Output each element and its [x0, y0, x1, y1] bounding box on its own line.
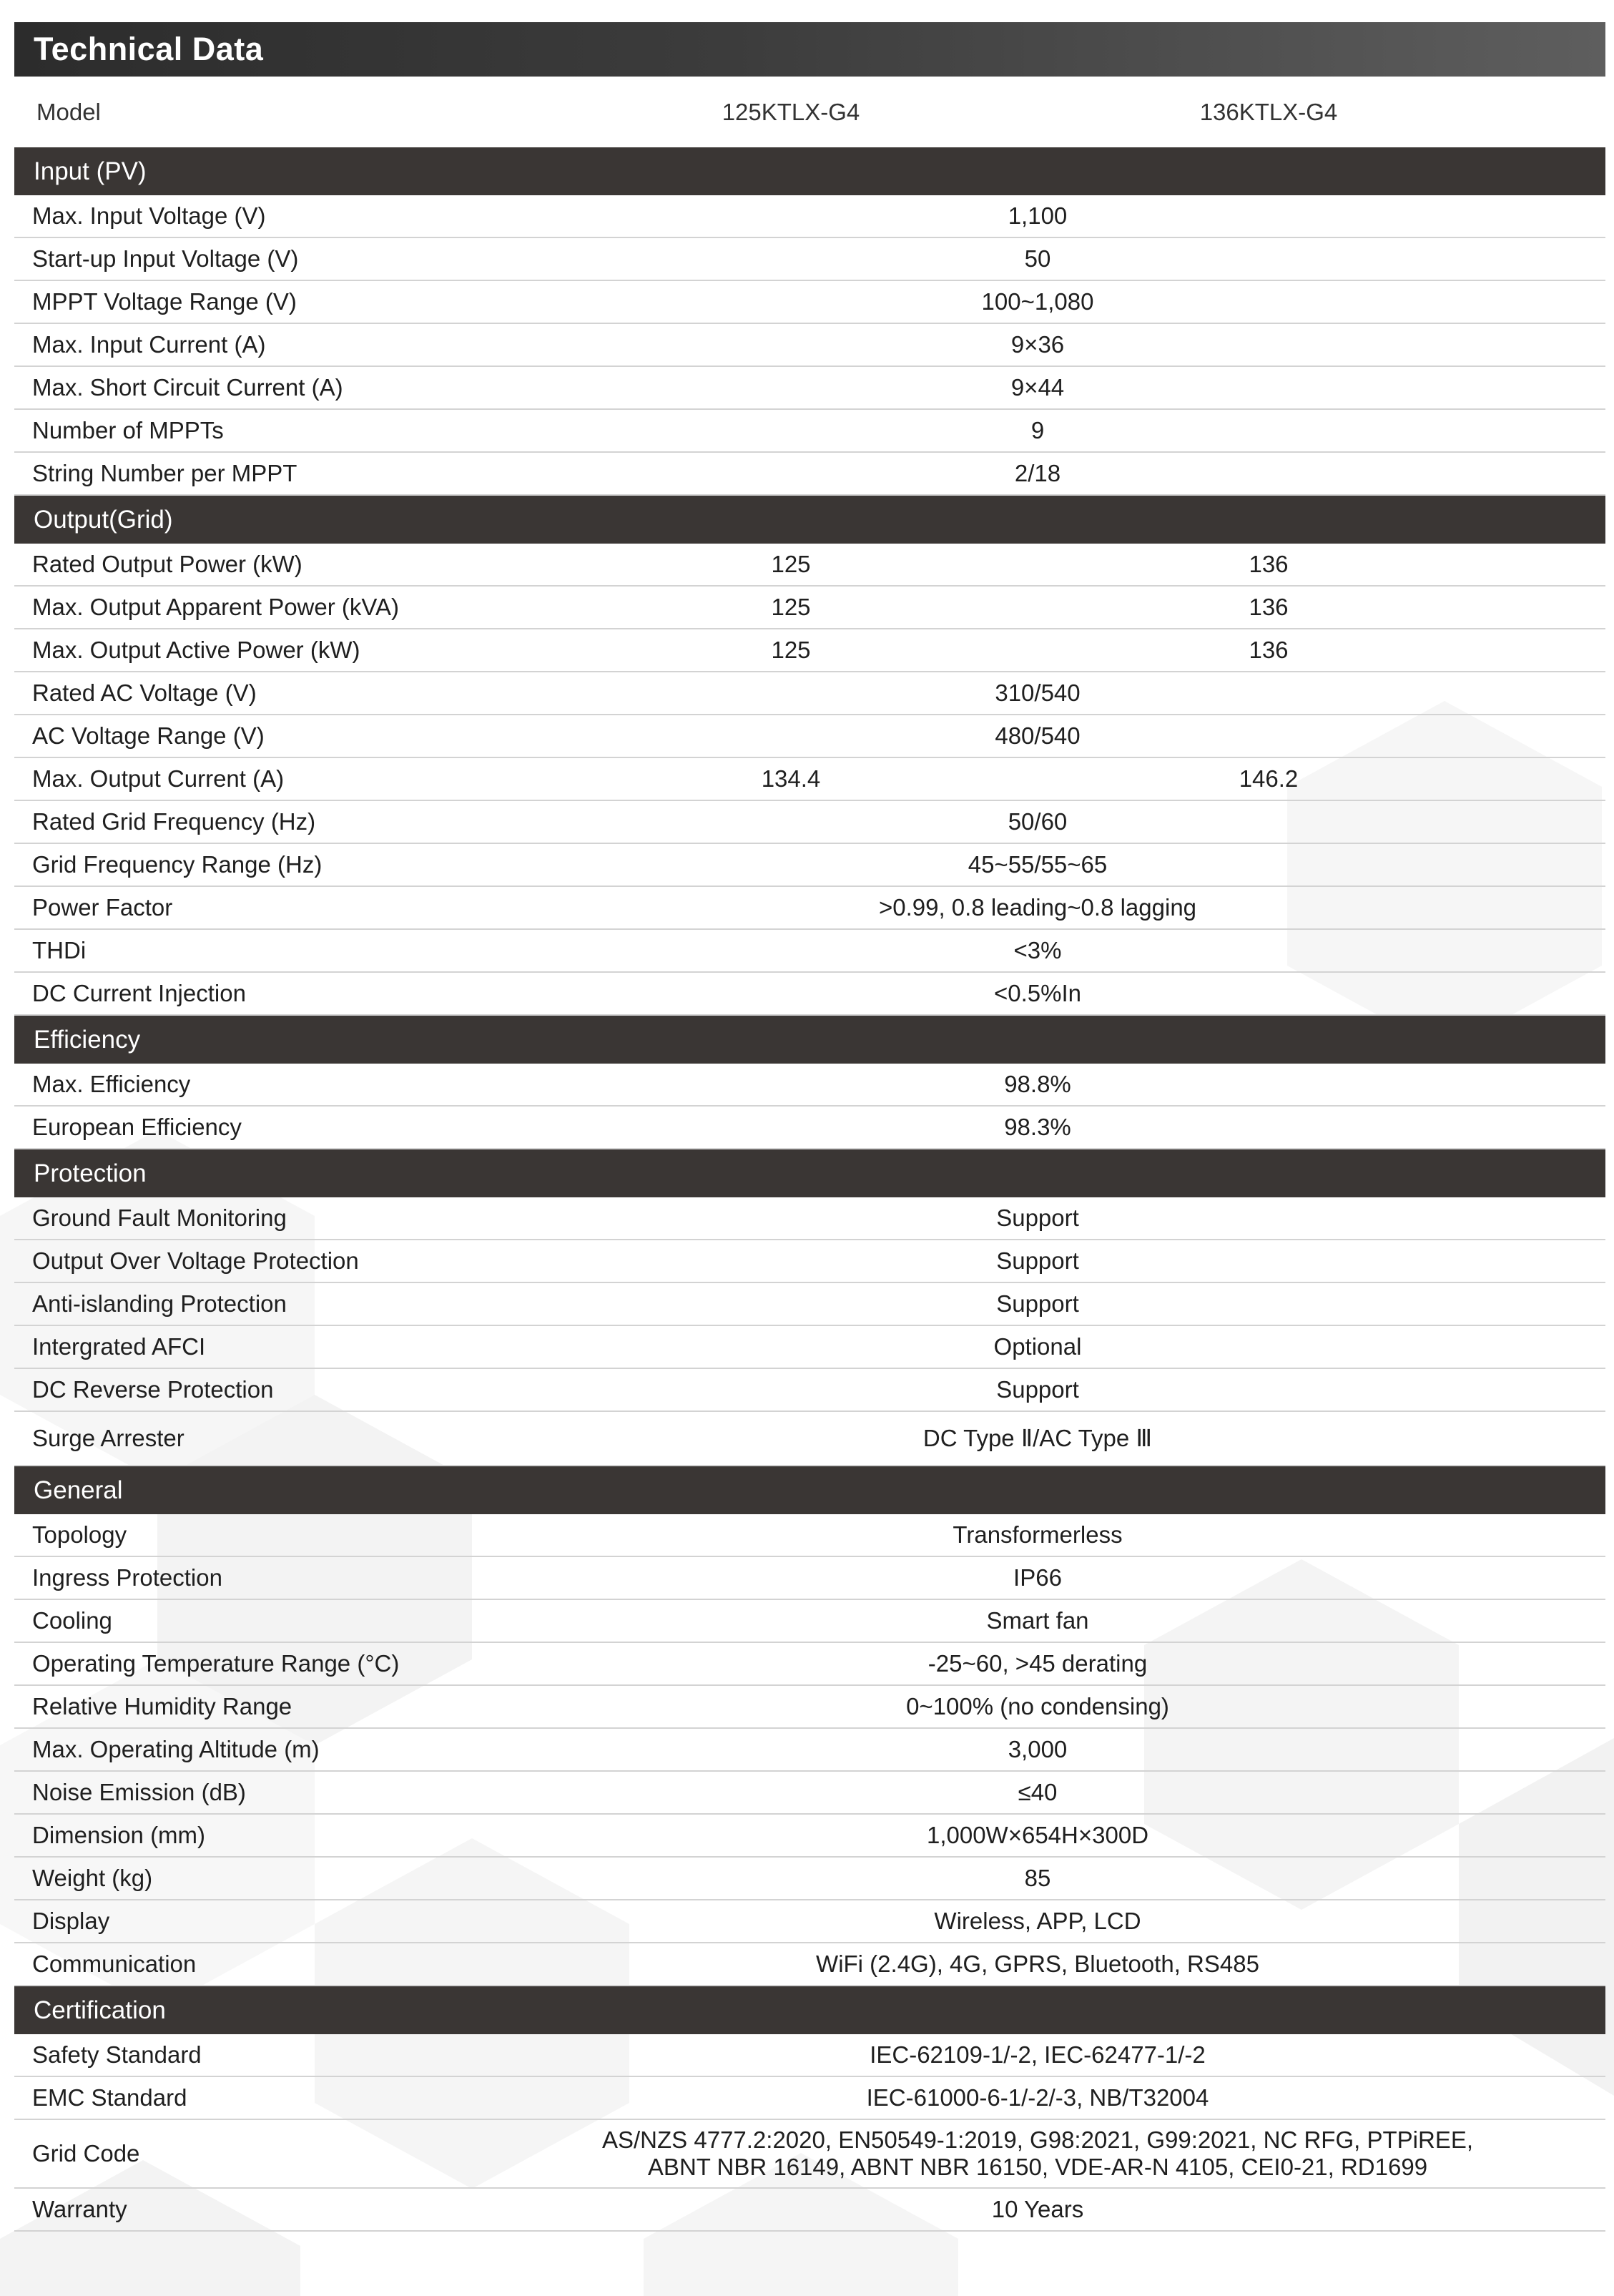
spec-row — [14, 1772, 1605, 1815]
spec-value: <3% — [1013, 937, 1062, 963]
spec-row — [14, 1240, 1605, 1283]
spec-label: Max. Input Voltage (V) — [32, 202, 266, 229]
spec-value: 98.8% — [1004, 1071, 1071, 1097]
spec-label: MPPT Voltage Range (V) — [32, 288, 297, 315]
spec-row — [14, 1514, 1605, 1557]
spec-value: >0.99, 0.8 leading~0.8 lagging — [878, 894, 1197, 921]
spec-row — [14, 367, 1605, 410]
spec-label: Cooling — [32, 1607, 112, 1634]
spec-row-grid-code — [14, 2120, 1605, 2189]
spec-label: Anti-islanding Protection — [32, 1290, 287, 1317]
spec-value: 50/60 — [1008, 808, 1068, 835]
spec-label: Topology — [32, 1521, 127, 1548]
spec-label: Communication — [32, 1951, 197, 1977]
technical-data-sheet — [14, 22, 1605, 2232]
grid-code-line: ABNT NBR 16149, ABNT NBR 16150, VDE-AR-N 4105, CEI0-21, RD1699 — [647, 2154, 1428, 2180]
spec-label: Dimension (mm) — [32, 1822, 206, 1848]
spec-label: Power Factor — [32, 894, 173, 921]
spec-label: Max. Short Circuit Current (A) — [32, 374, 343, 401]
spec-label: String Number per MPPT — [32, 460, 297, 486]
spec-label: Intergrated AFCI — [32, 1333, 206, 1360]
spec-row — [14, 281, 1605, 324]
spec-label: Max. Output Current (A) — [32, 765, 285, 792]
spec-value-136: 136 — [1249, 594, 1289, 620]
spec-label: EMC Standard — [32, 2084, 187, 2111]
spec-row — [14, 930, 1605, 973]
spec-row — [14, 410, 1605, 453]
spec-value: 85 — [1024, 1865, 1051, 1891]
grid-code-line: AS/NZS 4777.2:2020, EN50549-1:2019, G98:2021, G99:2021, NC RFG, PTPiREE, — [601, 2126, 1474, 2153]
spec-row — [14, 1283, 1605, 1326]
spec-row — [14, 2189, 1605, 2232]
spec-value: Wireless, APP, LCD — [934, 1908, 1141, 1934]
spec-label: Rated Output Power (kW) — [32, 551, 302, 577]
spec-label: Surge Arrester — [32, 1425, 184, 1451]
spec-label: Safety Standard — [32, 2041, 202, 2068]
model-label: Model — [36, 99, 101, 125]
spec-value: Smart fan — [986, 1607, 1089, 1634]
spec-label: Start-up Input Voltage (V) — [32, 245, 299, 272]
spec-row — [14, 1600, 1605, 1643]
spec-label: Grid Code — [32, 2140, 140, 2167]
spec-label: DC Reverse Protection — [32, 1376, 274, 1403]
spec-value: Support — [996, 1376, 1079, 1403]
spec-row — [14, 1412, 1605, 1466]
spec-value: -25~60, >45 derating — [927, 1650, 1148, 1677]
spec-value: 98.3% — [1004, 1114, 1071, 1140]
spec-value: 9 — [1030, 417, 1045, 443]
spec-row — [14, 324, 1605, 367]
spec-row — [14, 195, 1605, 238]
spec-value: 9×44 — [1010, 374, 1065, 401]
spec-value: <0.5%In — [993, 980, 1081, 1006]
spec-value: 100~1,080 — [981, 288, 1094, 315]
spec-value-125: 125 — [771, 551, 811, 577]
spec-row — [14, 887, 1605, 930]
spec-row — [14, 758, 1605, 801]
spec-row — [14, 1815, 1605, 1858]
spec-row — [14, 844, 1605, 887]
spec-row — [14, 238, 1605, 281]
model-name-136: 136KTLX-G4 — [1199, 99, 1338, 125]
spec-value-136: 136 — [1249, 637, 1289, 663]
spec-label: Max. Output Apparent Power (kVA) — [32, 594, 399, 620]
spec-row — [14, 2034, 1605, 2077]
spec-value-136: 136 — [1249, 551, 1289, 577]
spec-value: 0~100% (no condensing) — [906, 1693, 1169, 1719]
spec-value: 1,100 — [1008, 202, 1068, 229]
spec-label: Rated AC Voltage (V) — [32, 680, 257, 706]
spec-label: Warranty — [32, 2196, 127, 2222]
spec-value: 2/18 — [1014, 460, 1061, 486]
spec-row — [14, 672, 1605, 715]
spec-label: Max. Efficiency — [32, 1071, 191, 1097]
spec-row — [14, 1900, 1605, 1943]
spec-label: THDi — [32, 937, 87, 963]
spec-row — [14, 1729, 1605, 1772]
spec-value: Transformerless — [953, 1521, 1123, 1548]
spec-label: Max. Output Active Power (kW) — [32, 637, 360, 663]
spec-row — [14, 1197, 1605, 1240]
spec-row — [14, 2077, 1605, 2120]
spec-label: Number of MPPTs — [32, 417, 224, 443]
spec-row — [14, 1858, 1605, 1900]
spec-row — [14, 801, 1605, 844]
section-header-general: General — [14, 1466, 1605, 1514]
spec-value: IEC-62109-1/-2, IEC-62477-1/-2 — [870, 2041, 1206, 2068]
spec-value: IP66 — [1013, 1564, 1062, 1591]
spec-value: Optional — [993, 1333, 1082, 1360]
spec-value-125: 134.4 — [761, 765, 821, 792]
grid-code-values — [515, 2120, 1560, 2187]
spec-row — [14, 1686, 1605, 1729]
spec-row — [14, 629, 1605, 672]
spec-label: AC Voltage Range (V) — [32, 722, 265, 749]
spec-value: 480/540 — [995, 722, 1081, 749]
spec-row — [14, 973, 1605, 1016]
spec-value-125: 125 — [771, 637, 811, 663]
spec-value: Support — [996, 1205, 1079, 1231]
spec-value: WiFi (2.4G), 4G, GPRS, Bluetooth, RS485 — [816, 1951, 1259, 1977]
spec-label: Noise Emission (dB) — [32, 1779, 246, 1805]
spec-value: 1,000W×654H×300D — [926, 1822, 1149, 1848]
spec-row — [14, 544, 1605, 587]
spec-label: Output Over Voltage Protection — [32, 1247, 359, 1274]
spec-value-136: 146.2 — [1239, 765, 1299, 792]
spec-value: 9×36 — [1010, 331, 1065, 358]
model-name-125: 125KTLX-G4 — [722, 99, 860, 125]
spec-value: 50 — [1024, 245, 1051, 272]
spec-value: DC Type Ⅱ/AC Type Ⅲ — [922, 1425, 1153, 1451]
spec-row — [14, 1369, 1605, 1412]
spec-label: DC Current Injection — [32, 980, 246, 1006]
spec-row — [14, 453, 1605, 496]
spec-label: Relative Humidity Range — [32, 1693, 292, 1719]
spec-row — [14, 1943, 1605, 1986]
spec-value: Support — [996, 1247, 1079, 1274]
spec-label: European Efficiency — [32, 1114, 242, 1140]
spec-label: Operating Temperature Range (°C) — [32, 1650, 400, 1677]
section-header-protection: Protection — [14, 1149, 1605, 1197]
spec-value-125: 125 — [771, 594, 811, 620]
section-header-certification: Certification — [14, 1986, 1605, 2034]
spec-label: Ingress Protection — [32, 1564, 222, 1591]
section-header-input: Input (PV) — [14, 147, 1605, 195]
spec-row — [14, 587, 1605, 629]
spec-row — [14, 1107, 1605, 1149]
spec-value: 10 Years — [991, 2196, 1084, 2222]
spec-row — [14, 1064, 1605, 1107]
spec-label: Max. Operating Altitude (m) — [32, 1736, 320, 1762]
spec-value: 3,000 — [1008, 1736, 1068, 1762]
spec-label: Weight (kg) — [32, 1865, 153, 1891]
spec-label: Max. Input Current (A) — [32, 331, 266, 358]
spec-value: 45~55/55~65 — [968, 851, 1108, 878]
spec-row — [14, 715, 1605, 758]
page-title: Technical Data — [14, 22, 1605, 77]
spec-value: IEC-61000-6-1/-2/-3, NB/T32004 — [866, 2084, 1209, 2111]
model-row — [14, 77, 1605, 147]
spec-label: Display — [32, 1908, 110, 1934]
spec-row — [14, 1326, 1605, 1369]
spec-label: Rated Grid Frequency (Hz) — [32, 808, 316, 835]
spec-row — [14, 1643, 1605, 1686]
spec-value: 310/540 — [995, 680, 1081, 706]
section-header-efficiency: Efficiency — [14, 1016, 1605, 1064]
spec-value: Support — [996, 1290, 1079, 1317]
spec-row — [14, 1557, 1605, 1600]
section-header-output: Output(Grid) — [14, 496, 1605, 544]
spec-value: ≤40 — [1018, 1779, 1058, 1805]
spec-label: Ground Fault Monitoring — [32, 1205, 287, 1231]
spec-label: Grid Frequency Range (Hz) — [32, 851, 323, 878]
